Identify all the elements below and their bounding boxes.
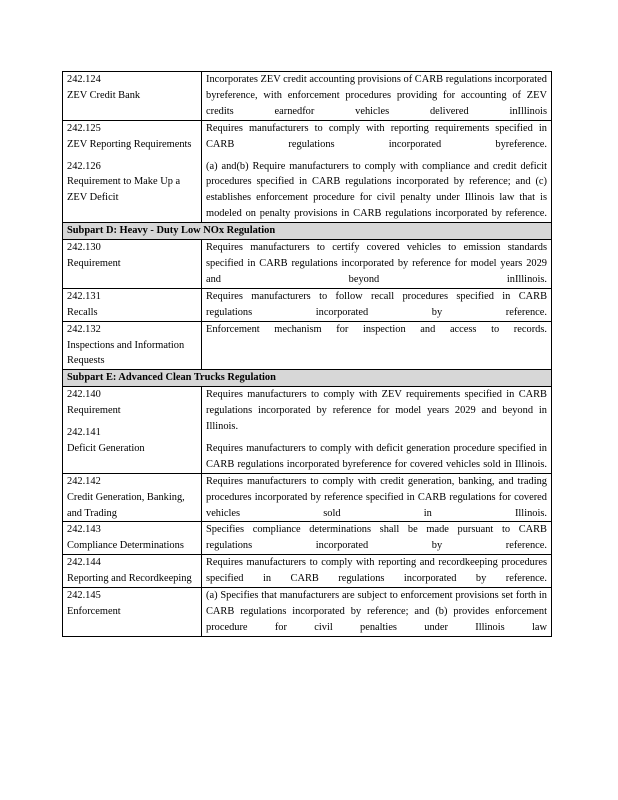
section-description-cell [202, 473, 552, 522]
section-number: 242.125 [67, 122, 101, 134]
section-number: 242.140 [67, 389, 101, 401]
section-citation-cell [63, 240, 202, 289]
regulation-table-body [63, 72, 552, 637]
section-number: 242.141 [67, 427, 101, 439]
section-description: Requires manufacturers to certify covered vehicles to emission standards specified in CARB regulations incorporated by reference for model years 2029 and beyond inIllinois. [206, 242, 547, 285]
section-description-cell [202, 120, 552, 222]
subpart-header-row [63, 370, 552, 387]
section-citation-cell [63, 288, 202, 321]
section-citation-cell [63, 555, 202, 588]
section-description-cell [202, 522, 552, 555]
section-description: Requires manufacturers to follow recall procedures specified in CARB regulations incorporated by reference. [206, 290, 547, 318]
section-number: 242.130 [67, 242, 101, 254]
section-row [63, 387, 552, 474]
section-description-cell [202, 72, 552, 121]
section-title: Requirement [67, 257, 121, 269]
section-description: Enforcement mechanism for inspection and access to records. [206, 323, 547, 335]
section-title: Requirement [67, 405, 121, 417]
section-citation-cell [63, 72, 202, 121]
subpart-header: Subpart D: Heavy - Duty Low NOx Regulation [63, 223, 552, 240]
section-description: Requires manufacturers to comply with credit generation, banking, and trading procedures incorporated by reference specified in CARB regulations for covered vehicles sold in Illinois. [206, 475, 547, 519]
section-row [63, 72, 552, 121]
section-number: 242.143 [67, 524, 101, 536]
section-number: 242.131 [67, 290, 101, 302]
section-description-cell [202, 321, 552, 370]
section-number: 242.145 [67, 590, 101, 602]
section-title: Deficit Generation [67, 442, 145, 454]
section-row [63, 555, 552, 588]
section-description: (a) Specifies that manufacturers are subject to enforcement provisions set forth in CARB regulations incorporated by reference; and (b) provides enforcement procedure for civil penalties under Illinois law [206, 590, 547, 633]
section-citation-cell [63, 120, 202, 222]
section-description: Requires manufacturers to comply with deficit generation procedure specified in CARB regulations incorporated byreference for covered vehicles sold in Illinois. [206, 442, 547, 470]
section-number: 242.124 [67, 74, 101, 85]
section-citation-cell [63, 473, 202, 522]
section-number: 242.142 [67, 475, 101, 487]
section-row [63, 120, 552, 222]
section-description: Specifies compliance determinations shall be made pursuant to CARB regulations incorporated by reference. [206, 524, 547, 552]
section-description-cell [202, 240, 552, 289]
section-description-cell [202, 588, 552, 637]
subpart-header-row [63, 223, 552, 240]
section-description: Requires manufacturers to comply with reporting requirements specified in CARB regulations incorporated byreference. [206, 122, 547, 150]
section-title: Enforcement [67, 606, 121, 617]
section-citation-cell [63, 588, 202, 637]
section-number: 242.144 [67, 557, 101, 569]
section-number: 242.132 [67, 323, 101, 335]
section-title: ZEV Reporting Requirements [67, 138, 192, 150]
section-row [63, 588, 552, 637]
section-description: (a) and(b) Require manufacturers to comply with compliance and credit deficit procedures specified in CARB regulations incorporated by reference; and (c) establishes enforcement procedure for civil penalty under Illinois law that is modeled on penalty provisions in CARB regulations incorporated by reference. [206, 160, 547, 220]
section-title: Reporting and Recordkeeping [67, 573, 192, 585]
section-description-cell [202, 288, 552, 321]
section-description: Requires manufacturers to comply with reporting and recordkeeping procedures specified in CARB regulations incorporated by reference. [206, 557, 547, 585]
section-row [63, 321, 552, 370]
section-title: Recalls [67, 306, 98, 318]
section-citation-cell [63, 387, 202, 474]
section-description: Requires manufacturers to comply with ZEV requirements specified in CARB regulations incorporated by reference for model years 2029 and beyond in Illinois. [206, 389, 547, 433]
section-row [63, 522, 552, 555]
subpart-header: Subpart E: Advanced Clean Trucks Regulation [63, 370, 552, 387]
section-number: 242.126 [67, 160, 101, 172]
section-citation-cell [63, 321, 202, 370]
section-citation-cell [63, 522, 202, 555]
section-title: Requirement to Make Up a ZEV Deficit [67, 176, 181, 204]
section-row [63, 473, 552, 522]
section-description-cell [202, 555, 552, 588]
section-row [63, 288, 552, 321]
section-title: Compliance Determinations [67, 540, 184, 552]
section-title: Inspections and Information Requests [67, 339, 185, 367]
section-title: ZEV Credit Bank [67, 89, 141, 101]
section-row [63, 240, 552, 289]
section-title: Credit Generation, Banking, and Trading [67, 491, 185, 519]
regulation-table [62, 71, 552, 637]
section-description-cell [202, 387, 552, 474]
section-description: Incorporates ZEV credit accounting provisions of CARB regulations incorporated byreference, with enforcement procedures providing for accounting of ZEV credits earnedfor vehicles delivered inIllinois [206, 74, 547, 117]
